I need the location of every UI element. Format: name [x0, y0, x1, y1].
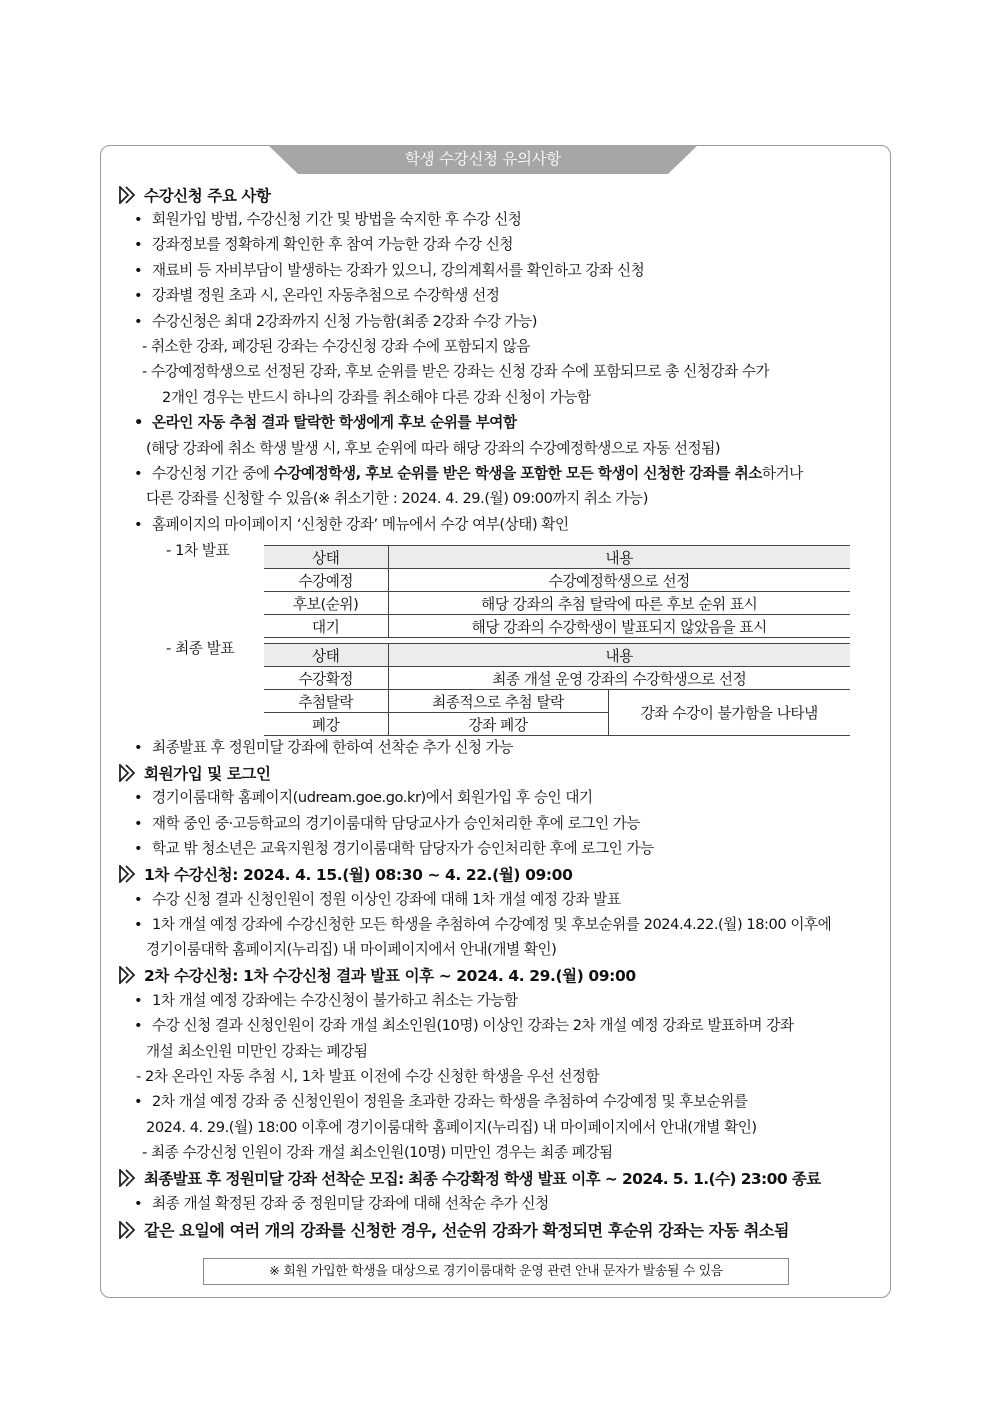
- list-item: • 최종 개설 확정된 강좌 중 정원미달 강좌에 대해 선착순 추가 신청: [118, 1191, 883, 1216]
- sub-item: - 취소한 강좌, 폐강된 강좌는 수강신청 강좌 수에 포함되지 않음: [142, 337, 530, 355]
- list-item: • 수강신청은 최대 2강좌까지 신청 가능함(최종 2강좌 수강 가능): [118, 309, 883, 334]
- list-item: • 학교 밖 청소년은 교육지원청 경기이룸대학 담당자가 승인처리한 후에 로그인 가능: [118, 836, 883, 861]
- list-item: • 온라인 자동 추첨 결과 탈락한 학생에게 후보 순위를 부여함: [118, 410, 883, 435]
- list-item: • 강좌정보를 정확하게 확인한 후 참여 가능한 강좌 수강 신청: [118, 232, 883, 257]
- section-title: 최종발표 후 정원미달 강좌 선착순 모집: 최종 수강확정 학생 발표 이후 ~ 2024. 5. 1.(수) 23:00 종료: [144, 1170, 821, 1189]
- section-title: 같은 요일에 여러 개의 강좌를 신청한 경우, 선순위 강좌가 확정되면 후순위 강좌는 자동 취소됨: [144, 1221, 790, 1241]
- first-announcement-table: [264, 545, 850, 638]
- section-title: 2차 수강신청: 1차 수강신청 결과 발표 이후 ~ 2024. 4. 29.(월) 09:00: [144, 967, 636, 986]
- first-announcement-block: [118, 537, 883, 635]
- section-title: 수강신청 주요 사항: [144, 186, 271, 205]
- table-row: 추첨탈락 최종적으로 추첨 탈락 강좌 수강이 불가함을 나타냄: [264, 690, 850, 713]
- footer-note: ※ 회원 가입한 학생을 대상으로 경기이룸대학 운영 관련 안내 문자가 발송될 수 있음: [203, 1258, 789, 1285]
- list-item: • 수강신청 기간 중에 수강예정학생, 후보 순위를 받은 학생을 포함한 모든 학생이 신청한 강좌를 취소하거나: [118, 461, 883, 486]
- sub-item: - 최종 수강신청 인원이 강좌 개설 최소인원(10명) 미만인 경우는 최종 폐강됨: [142, 1144, 613, 1162]
- list-item: • 1차 개설 예정 강좌에 수강신청한 모든 학생을 추첨하여 수강예정 및 후보순위를 2024.4.22.(월) 18:00 이후에: [118, 912, 883, 937]
- double-chevron-icon: [118, 764, 140, 782]
- table-row: 폐강 강좌 폐강: [264, 713, 850, 736]
- list-item-continued: 경기이룸대학 홈페이지(누리집) 내 마이페이지에서 안내(개별 확인): [146, 941, 557, 959]
- table-row: 수강확정 최종 개설 운영 강좌의 수강학생으로 선정: [264, 667, 850, 690]
- notice-content: [118, 182, 883, 1244]
- list-item: • 1차 개설 예정 강좌에는 수강신청이 불가하고 취소는 가능함: [118, 988, 883, 1013]
- table-row: 수강예정 수강예정학생으로 선정: [264, 569, 850, 592]
- list-item: • 홈페이지의 마이페이지 ‘신청한 강좌’ 메뉴에서 수강 여부(상태) 확인: [118, 512, 883, 537]
- section-title: 회원가입 및 로그인: [144, 764, 271, 783]
- final-announcement-label: - 최종 발표: [166, 640, 235, 658]
- list-item: • 재학 중인 중·고등학교의 경기이룸대학 담당교사가 승인처리한 후에 로그인 가능: [118, 811, 883, 836]
- sub-item: - 2차 온라인 자동 추첨 시, 1차 발표 이전에 수강 신청한 학생을 우선 선정함: [136, 1067, 600, 1085]
- table-header-row: 상태 내용: [264, 546, 850, 569]
- section-heading-registration-main: [118, 182, 883, 207]
- list-item-note: (해당 강좌에 취소 학생 발생 시, 후보 순위에 따라 해당 강좌의 수강예정학생으로 자동 선정됨): [146, 439, 721, 457]
- sub-item-continued: 2개인 경우는 반드시 하나의 강좌를 취소해야 다른 강좌 신청이 가능함: [162, 388, 591, 406]
- section-heading-same-day-rule: [118, 1216, 883, 1244]
- list-item: • 회원가입 방법, 수강신청 기간 및 방법을 숙지한 후 수강 신청: [118, 207, 883, 232]
- section-heading-first-come-recruitment: [118, 1166, 883, 1191]
- list-item: • 최종발표 후 정원미달 강좌에 한하여 선착순 추가 신청 가능: [118, 735, 883, 760]
- first-announcement-label: - 1차 발표: [166, 542, 230, 560]
- list-item: • 수강 신청 결과 신청인원이 강좌 개설 최소인원(10명) 이상인 강좌는 2차 개설 예정 강좌로 발표하며 강좌: [118, 1013, 883, 1038]
- double-chevron-icon: [118, 1169, 140, 1187]
- list-item-continued: 2024. 4. 29.(월) 18:00 이후에 경기이룸대학 홈페이지(누리집) 내 마이페이지에서 안내(개별 확인): [146, 1118, 757, 1136]
- double-chevron-icon: [118, 186, 140, 204]
- list-item-continued: 개설 최소인원 미만인 강좌는 폐강됨: [146, 1042, 368, 1060]
- list-item: • 강좌별 정원 초과 시, 온라인 자동추첨으로 수강학생 선정: [118, 283, 883, 308]
- section-heading-signup-login: [118, 760, 883, 785]
- final-announcement-block: [118, 635, 883, 735]
- section-title: 1차 수강신청: 2024. 4. 15.(월) 08:30 ~ 4. 22.(월) 09:00: [144, 866, 573, 885]
- section-heading-second-registration: [118, 963, 883, 988]
- title-tab: [268, 145, 698, 174]
- page-title: 학생 수강신청 유의사항: [405, 150, 561, 168]
- table-header-row: 상태 내용: [264, 644, 850, 667]
- double-chevron-icon: [118, 966, 140, 984]
- list-item: • 경기이룸대학 홈페이지(udream.goe.go.kr)에서 회원가입 후 승인 대기: [118, 785, 883, 810]
- double-chevron-icon: [118, 1221, 140, 1239]
- table-row: 후보(순위) 해당 강좌의 추첨 탈락에 따른 후보 순위 표시: [264, 592, 850, 615]
- double-chevron-icon: [118, 865, 140, 883]
- final-announcement-table: [264, 643, 850, 736]
- list-item: • 재료비 등 자비부담이 발생하는 강좌가 있으니, 강의계획서를 확인하고 강좌 신청: [118, 258, 883, 283]
- list-item: • 2차 개설 예정 강좌 중 신청인원이 정원을 초과한 강좌는 학생을 추첨하여 수강예정 및 후보순위를: [118, 1089, 883, 1114]
- table-row: 대기 해당 강좌의 수강학생이 발표되지 않았음을 표시: [264, 615, 850, 638]
- sub-item: - 수강예정학생으로 선정된 강좌, 후보 순위를 받은 강좌는 신청 강좌 수에 포함되므로 총 신청강좌 수가: [142, 363, 770, 381]
- list-item-continued: 다른 강좌를 신청할 수 있음(※ 취소기한 : 2024. 4. 29.(월) 09:00까지 취소 가능): [146, 490, 648, 508]
- section-heading-first-registration: [118, 862, 883, 887]
- list-item: • 수강 신청 결과 신청인원이 정원 이상인 강좌에 대해 1차 개설 예정 강좌 발표: [118, 887, 883, 912]
